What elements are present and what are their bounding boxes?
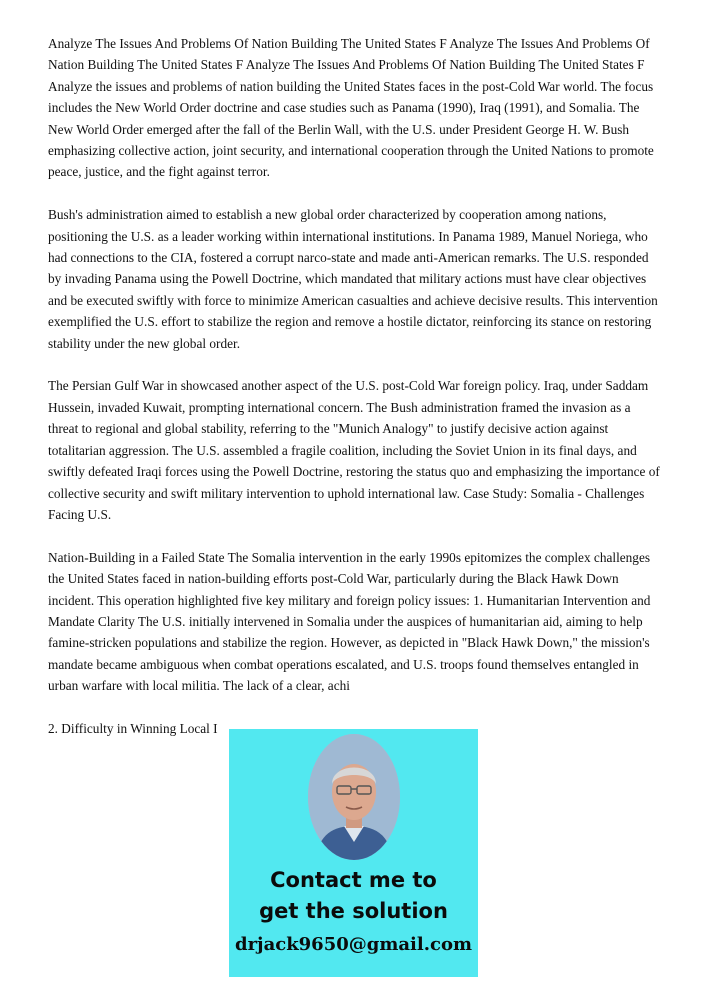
ad-headline-line1: Contact me to bbox=[270, 868, 437, 892]
paragraph-panama: Bush's administration aimed to establish a new global order characterized by cooperation among nations, positioning the U.S. as a leader working within international institutions. In Panama 1989, Manuel Noriega, who had connections to the CIA, fostered a corrupt narco-state and made anti-American remarks. The U.S. responded by invading Panama using the Powell Doctrine, which mandated that military actions must have clear objectives and be executed swiftly with force to minimize American casualties and achieve decisive results. This intervention exemplified the U.S. effort to stabilize the region and remove a hostile dictator, reinforcing its stance on restoring stability under the new global order. bbox=[48, 207, 658, 351]
ad-headline-line2: get the solution bbox=[259, 899, 448, 923]
person-portrait-icon bbox=[308, 734, 400, 860]
contact-email-link[interactable]: drjack9650@gmail.com bbox=[234, 934, 473, 955]
paragraph-somalia: Nation-Building in a Failed State The Somalia intervention in the early 1990s epitomizes the complex challenges the United States faced in nation-building efforts post-Cold War, particularly during the Black Hawk Down incident. This operation highlighted five key military and foreign policy issues: 1. Humanitarian Intervention and Mandate Clarity The U.S. initially intervened in Somalia under the auspices of humanitarian aid, aiming to help famine-stricken populations and stabilize the region. However, as depicted in "Black Hawk Down," the mission's mandate became ambiguous when combat operations escalated, and U.S. troops found themselves entangled in urban warfare with local militia. The lack of a clear, achi bbox=[48, 549, 651, 694]
paragraph-intro: Analyze The Issues And Problems Of Nation Building The United States F Analyze The Issues And Problems Of Nation Building The United States F Analyze The Issues And Problems Of Nation Building The United States F Analyze the issues and problems of nation building the United States faces in the post-Cold War world. The focus includes the New World Order doctrine and case studies such as Panama (1990), Iraq (1991), and Somalia. The New World Order emerged after the fall of the Berlin Wall, with the U.S. under President George H. W. Bush emphasizing collective action, joint security, and international cooperation through the United Nations to promote peace, justice, and the fight against terror. bbox=[48, 36, 654, 180]
paragraph-winning-local: 2. Difficulty in Winning Local I bbox=[48, 720, 218, 736]
contact-ad-overlay[interactable] bbox=[229, 729, 478, 977]
document-body bbox=[48, 33, 660, 761]
paragraph-gulf-war: The Persian Gulf War in showcased another aspect of the U.S. post-Cold War foreign policy. Iraq, under Saddam Hussein, invaded Kuwait, prompting international concern. The Bush administration framed the invasion as a threat to regional and global stability, referring to the "Munich Analogy" to justify decisive action against totalitarian aggression. The U.S. assembled a fragile coalition, including the Soviet Union in its final days, and swiftly defeated Iraqi forces using the Powell Doctrine, restoring the status quo and emphasizing the importance of collective security and swift military intervention to uphold international law. Case Study: Somalia - Challenges Facing U.S. bbox=[48, 378, 660, 522]
avatar bbox=[308, 734, 400, 860]
